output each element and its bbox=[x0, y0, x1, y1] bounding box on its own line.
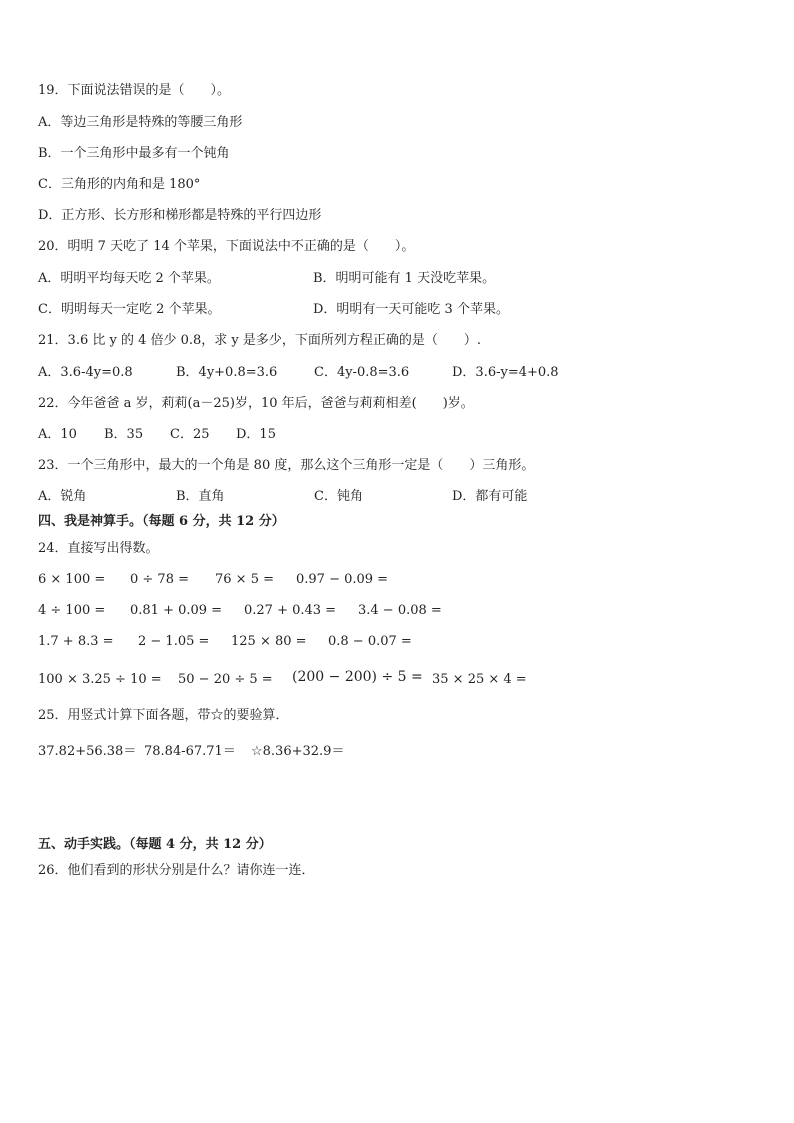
q20-option-d: D．明明有一天可能吃 3 个苹果。 bbox=[313, 302, 509, 317]
q20-option-b: B．明明可能有 1 天没吃苹果。 bbox=[313, 271, 496, 286]
section-5-heading: 五、动手实践。（每题 4 分，共 12 分） bbox=[38, 837, 272, 852]
q19-option-c: C．三角形的内角和是 180° bbox=[38, 177, 201, 192]
section-4-heading: 四、我是神算手。（每题 6 分，共 12 分） bbox=[38, 514, 285, 529]
calc-item: 2 − 1.05 = bbox=[138, 634, 210, 649]
q22-option-b: B．35 bbox=[104, 427, 144, 442]
calc-item: 0 ÷ 78 = bbox=[130, 572, 189, 587]
q25-stem: 25．用竖式计算下面各题，带☆的要验算． bbox=[38, 708, 289, 723]
q23-stem: 23．一个三角形中，最大的一个角是 80 度，那么这个三角形一定是（ ）三角形。 bbox=[38, 458, 535, 473]
q23-option-d: D．都有可能 bbox=[452, 489, 528, 504]
calc-item: 1.7 + 8.3 = bbox=[38, 634, 114, 649]
q20-option-c: C．明明每天一定吃 2 个苹果。 bbox=[38, 302, 221, 317]
q19-stem: 19．下面说法错误的是（ ）。 bbox=[38, 83, 231, 98]
q19-option-a: A．等边三角形是特殊的等腰三角形 bbox=[38, 115, 243, 130]
q26-stem: 26．他们看到的形状分别是什么？请你连一连． bbox=[38, 863, 315, 878]
q19-option-d: D．正方形、长方形和梯形都是特殊的平行四边形 bbox=[38, 208, 322, 223]
q21-option-b: B．4y+0.8=3.6 bbox=[176, 365, 278, 380]
calc-item: 50 − 20 ÷ 5 = bbox=[178, 672, 273, 687]
calc-item: 125 × 80 = bbox=[231, 634, 307, 649]
calc-item: 3.4 − 0.08 = bbox=[358, 603, 442, 618]
q21-option-c: C．4y-0.8=3.6 bbox=[314, 365, 410, 380]
calc-item: 6 × 100 = bbox=[38, 572, 106, 587]
q20-stem: 20．明明 7 天吃了 14 个苹果，下面说法中不正确的是（ ）。 bbox=[38, 239, 415, 254]
q23-option-b: B．直角 bbox=[176, 489, 225, 504]
calc-item: 0.97 − 0.09 = bbox=[296, 572, 389, 587]
calc-item: 0.81 + 0.09 = bbox=[130, 603, 223, 618]
q22-stem: 22．今年爸爸 a 岁，莉莉(a－25)岁，10 年后，爸爸与莉莉相差( )岁。 bbox=[38, 396, 474, 411]
q21-stem: 21．3.6 比 y 的 4 倍少 0.8，求 y 是多少，下面所列方程正确的是（ ）. bbox=[38, 333, 482, 348]
calc-item: 4 ÷ 100 = bbox=[38, 603, 106, 618]
calc-item: 76 × 5 = bbox=[215, 572, 274, 587]
q24-stem: 24．直接写出得数。 bbox=[38, 541, 159, 556]
q22-option-c: C．25 bbox=[170, 427, 210, 442]
q21-option-a: A．3.6-4y=0.8 bbox=[38, 365, 133, 380]
q21-option-d: D．3.6-y=4+0.8 bbox=[452, 365, 559, 380]
q23-option-c: C．钝角 bbox=[314, 489, 363, 504]
q22-option-a: A．10 bbox=[38, 427, 77, 442]
q22-option-d: D．15 bbox=[236, 427, 276, 442]
calc-item: (200 − 200) ÷ 5 = bbox=[292, 669, 423, 685]
q23-option-a: A．锐角 bbox=[38, 489, 87, 504]
q20-option-a: A．明明平均每天吃 2 个苹果。 bbox=[38, 271, 220, 286]
q19-option-b: B．一个三角形中最多有一个钝角 bbox=[38, 146, 230, 161]
calc-item: 0.27 + 0.43 = bbox=[244, 603, 337, 618]
calc-item: 0.8 − 0.07 = bbox=[328, 634, 412, 649]
vertical-calc-item: 78.84-67.71＝ bbox=[144, 744, 236, 759]
vertical-calc-item: 37.82+56.38＝ bbox=[38, 744, 137, 759]
vertical-calc-item: ☆8.36+32.9＝ bbox=[251, 744, 345, 759]
calc-item: 100 × 3.25 ÷ 10 = bbox=[38, 672, 162, 687]
calc-item: 35 × 25 × 4 = bbox=[432, 672, 527, 687]
